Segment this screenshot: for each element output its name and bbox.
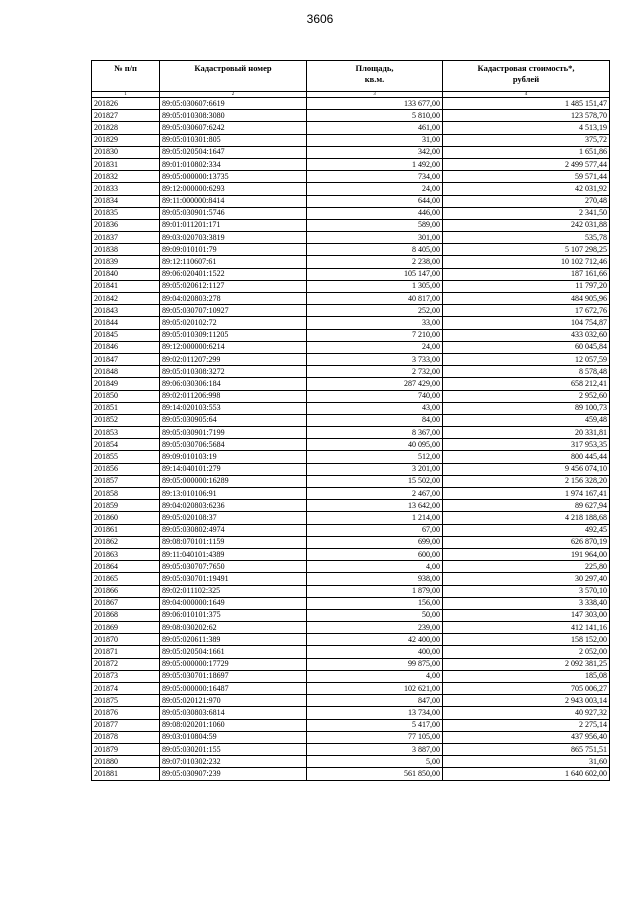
cadastral-number: 89:05:030607:6242 — [160, 122, 307, 134]
area-value: 40 817,00 — [307, 293, 443, 305]
cadastral-value-table — [91, 60, 610, 781]
area-value: 1 879,00 — [307, 585, 443, 597]
row-number: 201879 — [92, 743, 160, 755]
row-number: 201880 — [92, 756, 160, 768]
area-value: 3 733,00 — [307, 353, 443, 365]
row-number: 201849 — [92, 378, 160, 390]
cadastral-number: 89:05:020612:1127 — [160, 280, 307, 292]
table-row — [92, 402, 610, 414]
row-number: 201853 — [92, 427, 160, 439]
cadastral-cost: 185,08 — [443, 670, 610, 682]
area-value: 600,00 — [307, 548, 443, 560]
table-row — [92, 244, 610, 256]
area-value: 252,00 — [307, 305, 443, 317]
row-number: 201869 — [92, 622, 160, 634]
table-row — [92, 488, 610, 500]
table-row — [92, 110, 610, 122]
cadastral-number: 89:12:000000:6293 — [160, 183, 307, 195]
table-row — [92, 256, 610, 268]
cadastral-cost: 270,48 — [443, 195, 610, 207]
cadastral-number: 89:04:020803:6236 — [160, 500, 307, 512]
cadastral-number: 89:06:020401:1522 — [160, 268, 307, 280]
row-number: 201861 — [92, 524, 160, 536]
table-row — [92, 597, 610, 609]
row-number: 201881 — [92, 768, 160, 780]
area-value: 847,00 — [307, 695, 443, 707]
area-value: 461,00 — [307, 122, 443, 134]
row-number: 201867 — [92, 597, 160, 609]
cadastral-number: 89:05:030607:6619 — [160, 98, 307, 110]
row-number: 201876 — [92, 707, 160, 719]
cadastral-number: 89:08:020201:1060 — [160, 719, 307, 731]
table-row — [92, 195, 610, 207]
area-value: 40 095,00 — [307, 439, 443, 451]
table-row — [92, 524, 610, 536]
row-number: 201831 — [92, 158, 160, 170]
table-row — [92, 329, 610, 341]
row-number: 201848 — [92, 366, 160, 378]
cadastral-number: 89:14:040101:279 — [160, 463, 307, 475]
area-value: 77 105,00 — [307, 731, 443, 743]
area-value: 105 147,00 — [307, 268, 443, 280]
cadastral-number: 89:03:020703:3819 — [160, 232, 307, 244]
header-cadastral-cost: Кадастровая стоимость*, рублей — [443, 61, 610, 92]
table-row — [92, 366, 610, 378]
area-value: 42 400,00 — [307, 634, 443, 646]
table-row — [92, 146, 610, 158]
cadastral-cost: 147 303,00 — [443, 609, 610, 621]
cadastral-cost: 187 161,66 — [443, 268, 610, 280]
cadastral-cost: 2 341,50 — [443, 207, 610, 219]
table-row — [92, 439, 610, 451]
area-value: 3 887,00 — [307, 743, 443, 755]
table-row — [92, 609, 610, 621]
row-number: 201834 — [92, 195, 160, 207]
column-number: 2 — [160, 92, 307, 98]
cadastral-cost: 9 456 074,10 — [443, 463, 610, 475]
table-row — [92, 622, 610, 634]
table-row — [92, 207, 610, 219]
cadastral-cost: 4 218 188,68 — [443, 512, 610, 524]
table-row — [92, 317, 610, 329]
table-row — [92, 293, 610, 305]
table-row — [92, 731, 610, 743]
table-header-row — [92, 61, 610, 92]
row-number: 201839 — [92, 256, 160, 268]
cadastral-cost: 2 499 577,44 — [443, 158, 610, 170]
table-row — [92, 658, 610, 670]
area-value: 734,00 — [307, 171, 443, 183]
cadastral-cost: 60 045,84 — [443, 341, 610, 353]
cadastral-cost: 89 100,73 — [443, 402, 610, 414]
row-number: 201845 — [92, 329, 160, 341]
cadastral-number: 89:04:020803:278 — [160, 293, 307, 305]
table-row — [92, 719, 610, 731]
row-number: 201874 — [92, 683, 160, 695]
cadastral-cost: 89 627,94 — [443, 500, 610, 512]
header-num: № п/п — [92, 61, 160, 92]
area-value: 1 305,00 — [307, 280, 443, 292]
cadastral-number: 89:05:010308:3272 — [160, 366, 307, 378]
table-row — [92, 122, 610, 134]
cadastral-cost: 437 956,40 — [443, 731, 610, 743]
cadastral-cost: 123 578,70 — [443, 110, 610, 122]
cadastral-cost: 10 102 712,46 — [443, 256, 610, 268]
table-row — [92, 707, 610, 719]
cadastral-number: 89:05:030901:5746 — [160, 207, 307, 219]
row-number: 201826 — [92, 98, 160, 110]
cadastral-cost: 104 754,87 — [443, 317, 610, 329]
row-number: 201872 — [92, 658, 160, 670]
row-number: 201828 — [92, 122, 160, 134]
cadastral-cost: 31,60 — [443, 756, 610, 768]
table-row — [92, 756, 610, 768]
column-number: 3 — [307, 92, 443, 98]
cadastral-number: 89:05:020611:389 — [160, 634, 307, 646]
cadastral-number: 89:05:000000:13735 — [160, 171, 307, 183]
cadastral-number: 89:05:030706:5684 — [160, 439, 307, 451]
cadastral-number: 89:02:011206:998 — [160, 390, 307, 402]
column-number: 4 — [443, 92, 610, 98]
area-value: 3 201,00 — [307, 463, 443, 475]
page-number: 3606 — [306, 12, 334, 26]
cadastral-number: 89:05:030907:239 — [160, 768, 307, 780]
cadastral-number: 89:05:010308:3080 — [160, 110, 307, 122]
row-number: 201827 — [92, 110, 160, 122]
area-value: 342,00 — [307, 146, 443, 158]
row-number: 201842 — [92, 293, 160, 305]
cadastral-number: 89:05:030701:19491 — [160, 573, 307, 585]
cadastral-cost: 40 927,32 — [443, 707, 610, 719]
area-value: 4,00 — [307, 670, 443, 682]
row-number: 201878 — [92, 731, 160, 743]
header-cadastral-number: Кадастровый номер — [160, 61, 307, 92]
cadastral-cost: 5 107 298,25 — [443, 244, 610, 256]
cadastral-number: 89:07:010302:232 — [160, 756, 307, 768]
row-number: 201851 — [92, 402, 160, 414]
table-row — [92, 695, 610, 707]
row-number: 201866 — [92, 585, 160, 597]
area-value: 1 492,00 — [307, 158, 443, 170]
row-number: 201873 — [92, 670, 160, 682]
cadastral-number: 89:05:010309:11205 — [160, 329, 307, 341]
cadastral-number: 89:05:030707:7650 — [160, 561, 307, 573]
row-number: 201843 — [92, 305, 160, 317]
area-value: 589,00 — [307, 219, 443, 231]
cadastral-cost: 705 006,27 — [443, 683, 610, 695]
row-number: 201875 — [92, 695, 160, 707]
table-row — [92, 475, 610, 487]
cadastral-number: 89:11:040101:4389 — [160, 548, 307, 560]
area-value: 5 810,00 — [307, 110, 443, 122]
cadastral-number: 89:05:030201:155 — [160, 743, 307, 755]
table-row — [92, 390, 610, 402]
cadastral-cost: 242 031,88 — [443, 219, 610, 231]
table-row — [92, 683, 610, 695]
cadastral-number: 89:02:011207:299 — [160, 353, 307, 365]
cadastral-number: 89:05:020504:1647 — [160, 146, 307, 158]
cadastral-cost: 158 152,00 — [443, 634, 610, 646]
area-value: 301,00 — [307, 232, 443, 244]
area-value: 5 417,00 — [307, 719, 443, 731]
area-value: 239,00 — [307, 622, 443, 634]
table-row — [92, 232, 610, 244]
area-value: 43,00 — [307, 402, 443, 414]
row-number: 201844 — [92, 317, 160, 329]
cadastral-cost: 20 331,81 — [443, 427, 610, 439]
area-value: 561 850,00 — [307, 768, 443, 780]
row-number: 201838 — [92, 244, 160, 256]
cadastral-number: 89:05:030905:64 — [160, 414, 307, 426]
cadastral-cost: 2 952,60 — [443, 390, 610, 402]
row-number: 201835 — [92, 207, 160, 219]
table-row — [92, 646, 610, 658]
cadastral-cost: 4 513,19 — [443, 122, 610, 134]
table-row — [92, 305, 610, 317]
cadastral-number: 89:05:030901:7199 — [160, 427, 307, 439]
table-row — [92, 341, 610, 353]
cadastral-number: 89:05:030701:18697 — [160, 670, 307, 682]
row-number: 201841 — [92, 280, 160, 292]
area-value: 24,00 — [307, 183, 443, 195]
cadastral-cost: 42 031,92 — [443, 183, 610, 195]
cadastral-cost: 2 052,00 — [443, 646, 610, 658]
cadastral-number: 89:12:000000:6214 — [160, 341, 307, 353]
table-row — [92, 768, 610, 780]
cadastral-number: 89:05:030802:4974 — [160, 524, 307, 536]
table-row — [92, 268, 610, 280]
area-value: 8 367,00 — [307, 427, 443, 439]
area-value: 156,00 — [307, 597, 443, 609]
area-value: 2 467,00 — [307, 488, 443, 500]
table-row — [92, 561, 610, 573]
cadastral-number: 89:13:010106:91 — [160, 488, 307, 500]
column-number: 1 — [92, 92, 160, 98]
cadastral-cost: 1 485 151,47 — [443, 98, 610, 110]
cadastral-cost: 2 275,14 — [443, 719, 610, 731]
row-number: 201840 — [92, 268, 160, 280]
cadastral-cost: 1 640 602,00 — [443, 768, 610, 780]
area-value: 938,00 — [307, 573, 443, 585]
cadastral-cost: 11 797,20 — [443, 280, 610, 292]
row-number: 201854 — [92, 439, 160, 451]
row-number: 201858 — [92, 488, 160, 500]
row-number: 201856 — [92, 463, 160, 475]
area-value: 24,00 — [307, 341, 443, 353]
row-number: 201862 — [92, 536, 160, 548]
cadastral-cost: 317 953,35 — [443, 439, 610, 451]
row-number: 201870 — [92, 634, 160, 646]
table-row — [92, 500, 610, 512]
area-value: 4,00 — [307, 561, 443, 573]
area-value: 33,00 — [307, 317, 443, 329]
cadastral-number: 89:05:000000:16289 — [160, 475, 307, 487]
area-value: 133 677,00 — [307, 98, 443, 110]
area-value: 67,00 — [307, 524, 443, 536]
area-value: 2 238,00 — [307, 256, 443, 268]
table-row — [92, 158, 610, 170]
cadastral-cost: 626 870,19 — [443, 536, 610, 548]
cadastral-cost: 2 156 328,20 — [443, 475, 610, 487]
cadastral-cost: 492,45 — [443, 524, 610, 536]
table-row — [92, 378, 610, 390]
area-value: 13 642,00 — [307, 500, 443, 512]
area-value: 400,00 — [307, 646, 443, 658]
table-row — [92, 536, 610, 548]
table-row — [92, 353, 610, 365]
table-row — [92, 427, 610, 439]
cadastral-cost: 1 974 167,41 — [443, 488, 610, 500]
area-value: 99 875,00 — [307, 658, 443, 670]
table-row — [92, 183, 610, 195]
area-value: 2 732,00 — [307, 366, 443, 378]
cadastral-cost: 1 651,86 — [443, 146, 610, 158]
area-value: 512,00 — [307, 451, 443, 463]
row-number: 201860 — [92, 512, 160, 524]
cadastral-number: 89:09:010103:19 — [160, 451, 307, 463]
cadastral-number: 89:11:000000:8414 — [160, 195, 307, 207]
area-value: 50,00 — [307, 609, 443, 621]
table-row — [92, 634, 610, 646]
cadastral-cost: 459,48 — [443, 414, 610, 426]
area-value: 31,00 — [307, 134, 443, 146]
cadastral-number: 89:06:030306:184 — [160, 378, 307, 390]
row-number: 201857 — [92, 475, 160, 487]
area-value: 5,00 — [307, 756, 443, 768]
table-row — [92, 743, 610, 755]
cadastral-cost: 30 297,40 — [443, 573, 610, 585]
row-number: 201859 — [92, 500, 160, 512]
cadastral-cost: 225,80 — [443, 561, 610, 573]
table-row — [92, 548, 610, 560]
cadastral-number: 89:01:010802:334 — [160, 158, 307, 170]
cadastral-cost: 800 445,44 — [443, 451, 610, 463]
area-value: 15 502,00 — [307, 475, 443, 487]
cadastral-cost: 375,72 — [443, 134, 610, 146]
table-row — [92, 463, 610, 475]
table-row — [92, 512, 610, 524]
table-row — [92, 670, 610, 682]
row-number: 201837 — [92, 232, 160, 244]
row-number: 201832 — [92, 171, 160, 183]
cadastral-number: 89:05:000000:17729 — [160, 658, 307, 670]
area-value: 1 214,00 — [307, 512, 443, 524]
table-row — [92, 280, 610, 292]
cadastral-number: 89:05:010301:805 — [160, 134, 307, 146]
cadastral-number: 89:05:030707:10927 — [160, 305, 307, 317]
cadastral-number: 89:05:000000:16487 — [160, 683, 307, 695]
area-value: 699,00 — [307, 536, 443, 548]
cadastral-cost: 658 212,41 — [443, 378, 610, 390]
cadastral-number: 89:09:010101:79 — [160, 244, 307, 256]
cadastral-cost: 2 092 381,25 — [443, 658, 610, 670]
row-number: 201865 — [92, 573, 160, 585]
area-value: 8 405,00 — [307, 244, 443, 256]
header-area: Площадь, кв.м. — [307, 61, 443, 92]
cadastral-number: 89:02:011102:325 — [160, 585, 307, 597]
cadastral-number: 89:03:010804:59 — [160, 731, 307, 743]
cadastral-cost: 535,78 — [443, 232, 610, 244]
cadastral-cost: 412 141,16 — [443, 622, 610, 634]
cadastral-number: 89:12:110607:61 — [160, 256, 307, 268]
row-number: 201830 — [92, 146, 160, 158]
row-number: 201836 — [92, 219, 160, 231]
area-value: 84,00 — [307, 414, 443, 426]
cadastral-cost: 8 578,48 — [443, 366, 610, 378]
cadastral-number: 89:05:020121:970 — [160, 695, 307, 707]
area-value: 446,00 — [307, 207, 443, 219]
cadastral-cost: 3 338,40 — [443, 597, 610, 609]
cadastral-number: 89:04:000000:1649 — [160, 597, 307, 609]
cadastral-cost: 2 943 003,14 — [443, 695, 610, 707]
cadastral-cost: 865 751,51 — [443, 743, 610, 755]
row-number: 201829 — [92, 134, 160, 146]
cadastral-cost: 59 571,44 — [443, 171, 610, 183]
cadastral-number: 89:05:020504:1661 — [160, 646, 307, 658]
row-number: 201855 — [92, 451, 160, 463]
area-value: 7 210,00 — [307, 329, 443, 341]
table-row — [92, 98, 610, 110]
area-value: 644,00 — [307, 195, 443, 207]
cadastral-number: 89:06:010101:375 — [160, 609, 307, 621]
row-number: 201850 — [92, 390, 160, 402]
table-row — [92, 134, 610, 146]
area-value: 102 621,00 — [307, 683, 443, 695]
row-number: 201833 — [92, 183, 160, 195]
cadastral-number: 89:01:011201:171 — [160, 219, 307, 231]
area-value: 13 734,00 — [307, 707, 443, 719]
row-number: 201863 — [92, 548, 160, 560]
area-value: 287 429,00 — [307, 378, 443, 390]
cadastral-number: 89:08:070101:1159 — [160, 536, 307, 548]
cadastral-cost: 484 905,96 — [443, 293, 610, 305]
row-number: 201847 — [92, 353, 160, 365]
row-number: 201852 — [92, 414, 160, 426]
cadastral-cost: 433 032,60 — [443, 329, 610, 341]
cadastral-number: 89:14:020103:553 — [160, 402, 307, 414]
cadastral-cost: 3 570,10 — [443, 585, 610, 597]
row-number: 201846 — [92, 341, 160, 353]
cadastral-number: 89:05:020108:37 — [160, 512, 307, 524]
table-row — [92, 585, 610, 597]
cadastral-cost: 191 964,00 — [443, 548, 610, 560]
cadastral-number: 89:05:030803:6814 — [160, 707, 307, 719]
table-row — [92, 573, 610, 585]
cadastral-number: 89:08:030202:62 — [160, 622, 307, 634]
table-body — [92, 98, 610, 781]
cadastral-cost: 17 672,76 — [443, 305, 610, 317]
table-row — [92, 219, 610, 231]
table-row — [92, 451, 610, 463]
table-row — [92, 171, 610, 183]
cadastral-cost: 12 057,59 — [443, 353, 610, 365]
row-number: 201868 — [92, 609, 160, 621]
row-number: 201864 — [92, 561, 160, 573]
cadastral-number: 89:05:020102:72 — [160, 317, 307, 329]
table-row — [92, 414, 610, 426]
area-value: 740,00 — [307, 390, 443, 402]
row-number: 201877 — [92, 719, 160, 731]
row-number: 201871 — [92, 646, 160, 658]
